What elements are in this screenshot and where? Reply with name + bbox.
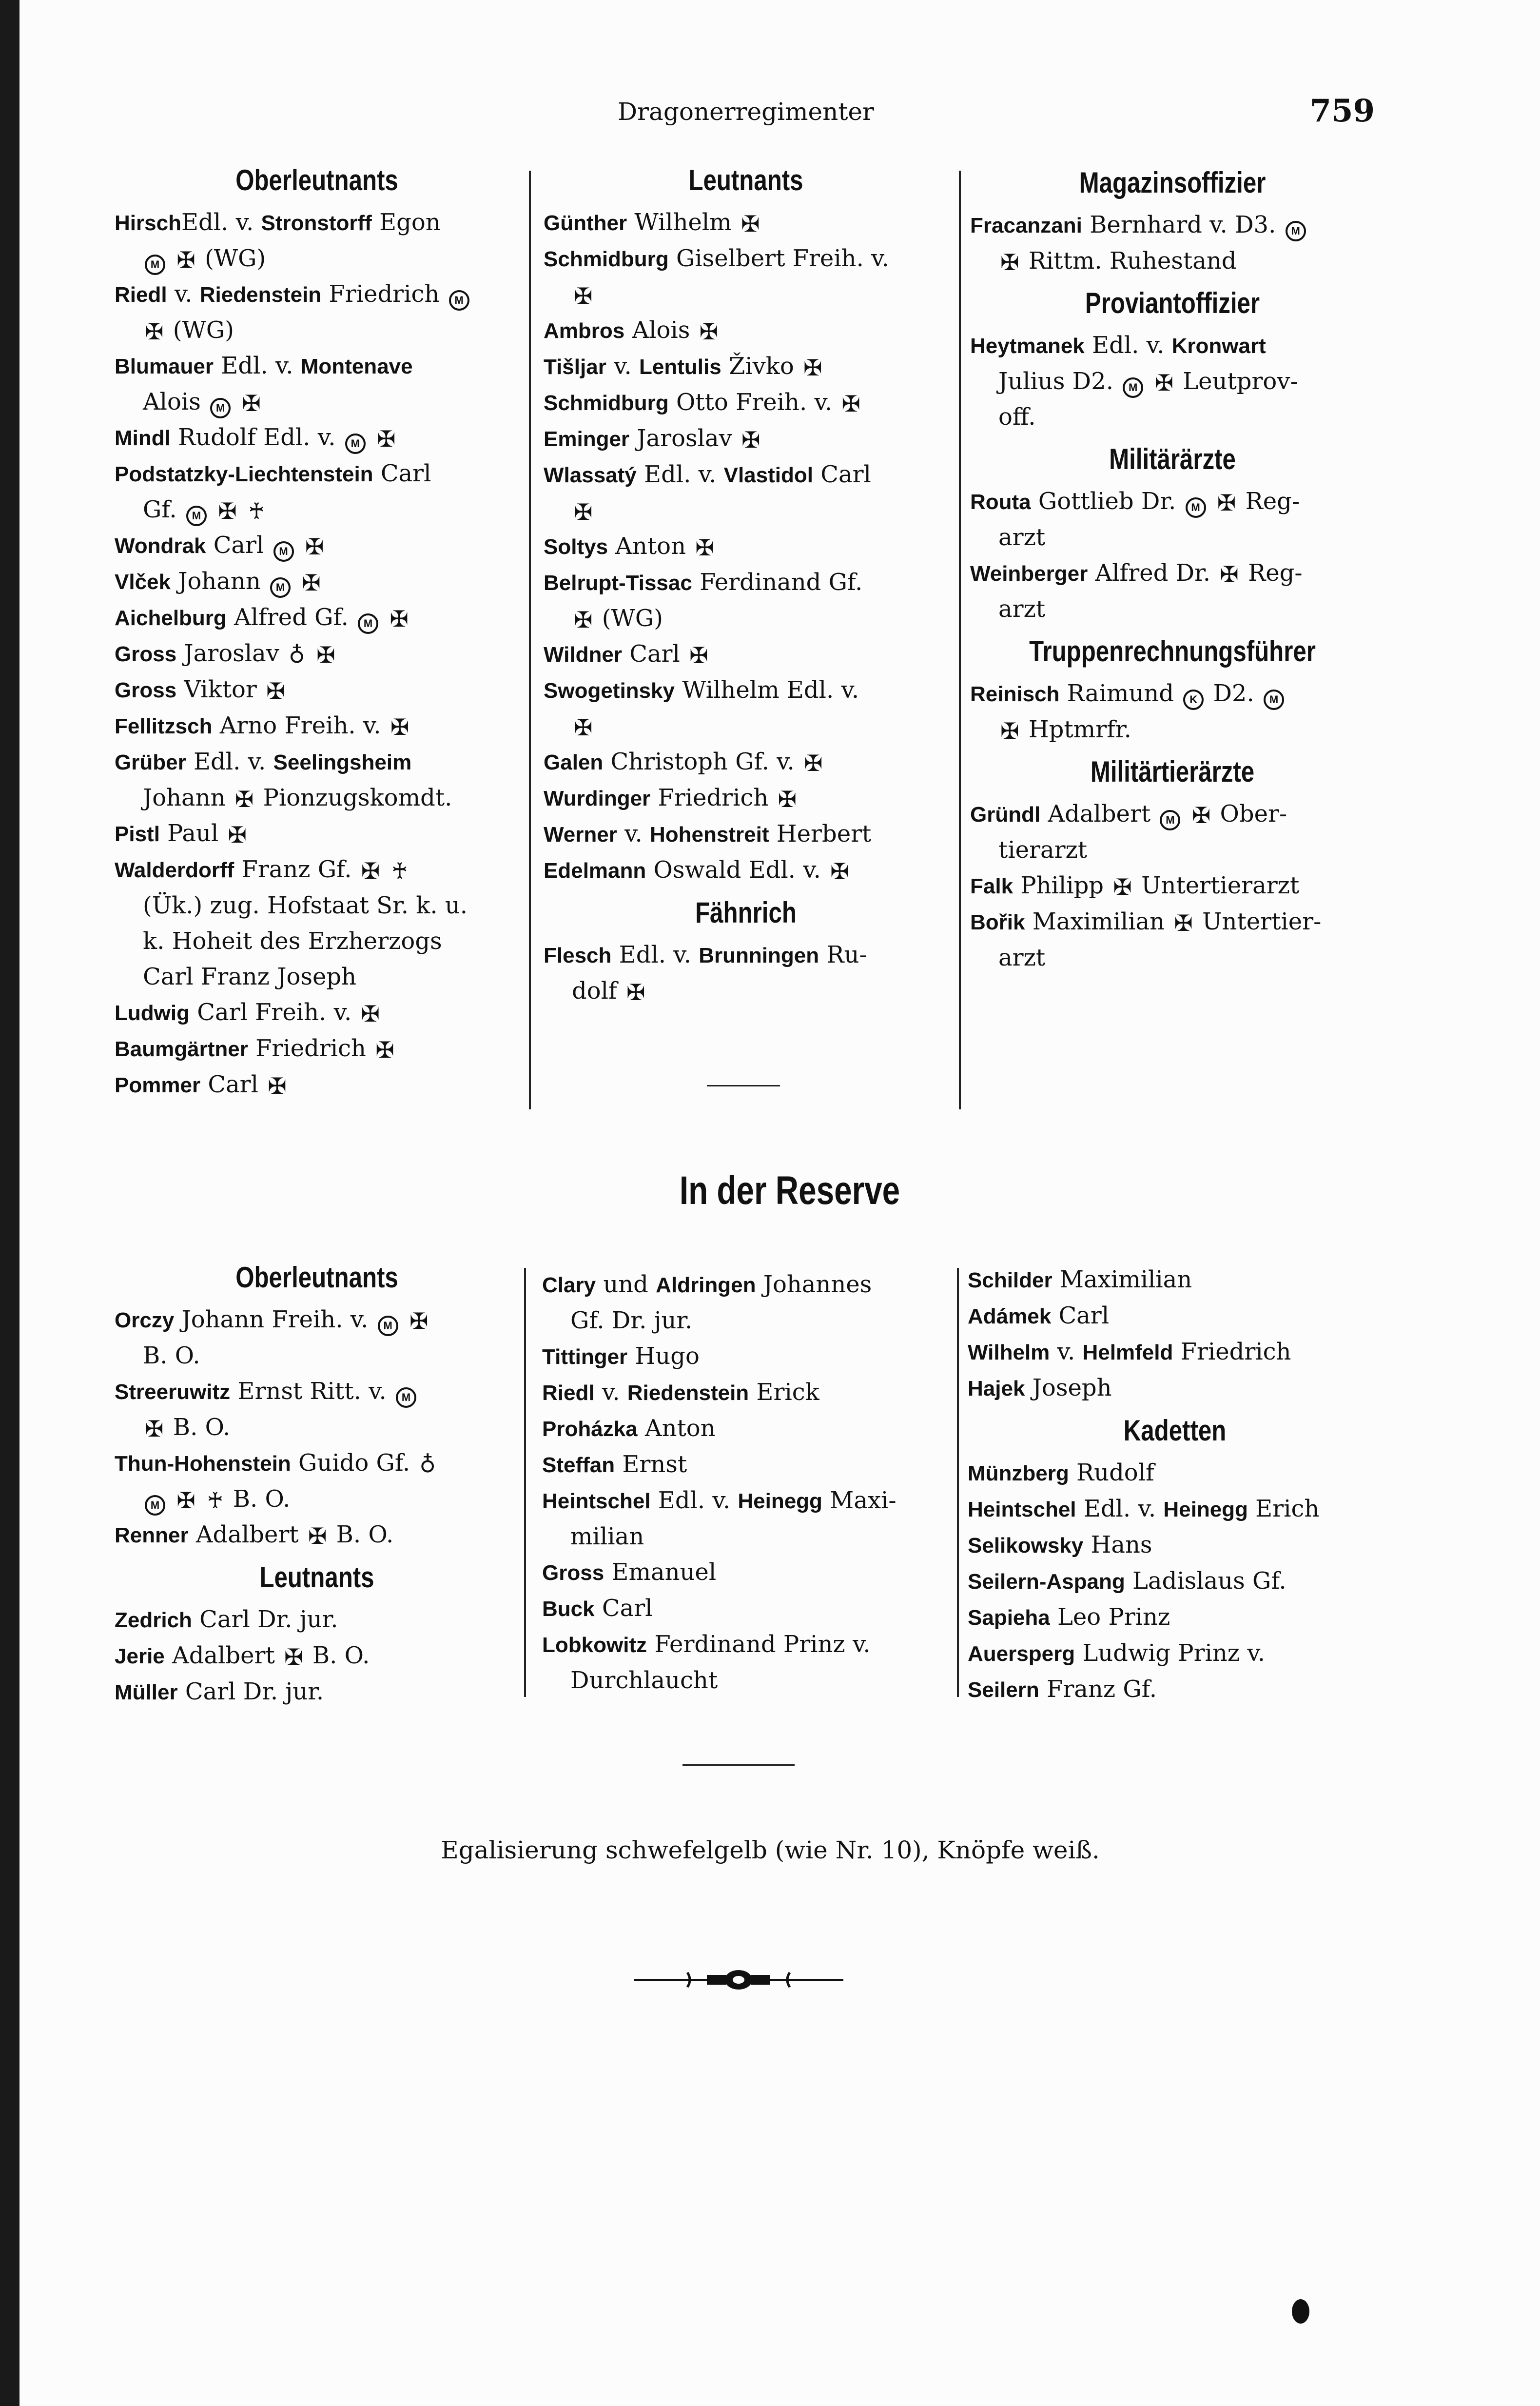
continuation-line: Carl Franz Joseph (143, 963, 357, 990)
roster-entry: Gross Viktor ✠ (115, 676, 285, 704)
predicate-name: Riedenstein (627, 1381, 749, 1405)
predicate-name: Hohenstreit (650, 823, 769, 847)
cross-icon: ✠ (377, 426, 396, 452)
cross-icon: ✠ (695, 534, 714, 561)
surname: Lobkowitz (542, 1633, 647, 1657)
continuation-line: ✠ (WG) (145, 316, 234, 345)
ornament-divider-icon (634, 1960, 843, 1999)
predicate-name: Montenave (300, 355, 413, 378)
roster-entry: Gründl Adalbert M ✠ Ober- tierarzt (970, 796, 1375, 868)
continuation-line: Johann ✠ Pionzugskomdt. (143, 784, 452, 812)
active-col-staff (970, 158, 1375, 976)
roster-entry: Walderdorff Franz Gf. ✠ ♰ (Ük.) zug. Hofstaat Sr. k. u. (115, 852, 519, 924)
column-divider (957, 1268, 959, 1697)
roster-entry: Lobkowitz Ferdinand Prinz v. Durchlaucht (542, 1627, 947, 1698)
surname: Riedl (115, 283, 167, 307)
surname: Gross (115, 642, 177, 666)
roster-entry: Gross Jaroslav ♁ ✠ (115, 640, 335, 668)
roster-entry: Riedl v. Riedenstein Friedrich M ✠ (WG) (115, 276, 519, 348)
continuation-line: Durchlaucht (570, 1667, 718, 1694)
surname: Heintschel (968, 1498, 1076, 1521)
roster-entry: Wildner Carl ✠ (544, 640, 708, 669)
cross-icon: ✠ (228, 822, 247, 848)
predicate-name: Kronwart (1171, 334, 1266, 358)
roster-entry: Jerie Adalbert ✠ B. O. (115, 1642, 370, 1670)
surname: Tišljar (544, 355, 606, 379)
short-rule (707, 1085, 780, 1086)
surname: Ludwig (115, 1001, 190, 1025)
continuation-line (544, 277, 948, 313)
roster-entry: Falk Philipp ✠ Untertierarzt (970, 872, 1300, 900)
roster-entry: Riedl v. Riedenstein Erick (542, 1379, 819, 1406)
k-badge-icon: K (1183, 690, 1204, 710)
reserve-col-3 (968, 1262, 1382, 1708)
surname: Edelmann (544, 859, 646, 883)
roster-entry: Aichelburg Alfred Gf. M ✠ (115, 600, 519, 636)
cross-icon: ✠ (390, 606, 409, 632)
section-heading: Truppenrechnungsführer (1029, 635, 1316, 668)
roster-entry: Thun-Hohenstein Guido Gf. ♁ M ✠ ♰ B. O. (115, 1445, 519, 1517)
continuation-line: off. (998, 403, 1036, 431)
section-heading: Fähnrich (695, 896, 797, 929)
surname: Swogetinsky (544, 679, 675, 703)
surname: Bořik (970, 910, 1025, 934)
surname: Wilhelm (968, 1341, 1050, 1364)
roster-entry: Zedrich Carl Dr. jur. (115, 1606, 338, 1633)
roster-entry: Müller Carl Dr. jur. (115, 1678, 324, 1705)
roster-entry: Seilern-Aspang Ladislaus Gf. (968, 1567, 1287, 1595)
roster-entry: Ambros Alois ✠ (544, 316, 719, 345)
roster-entry (115, 924, 519, 959)
egalisierung-note: Egalisierung schwefelgelb (wie Nr. 10), Knöpfe weiß. (441, 1836, 1100, 1864)
continuation-line: arzt (998, 524, 1046, 551)
order-medal-icon: ♁ (419, 1451, 436, 1478)
cross-icon: ✠ (574, 499, 593, 525)
predicate-name: Helmfeld (1082, 1341, 1173, 1364)
surname: Renner (115, 1523, 189, 1547)
running-header: Dragonerregimenter (618, 98, 874, 126)
section-heading: Militärtierärzte (1090, 755, 1255, 788)
surname: Galen (544, 750, 604, 774)
surname: Schmidburg (544, 247, 669, 271)
column-divider (529, 171, 531, 1109)
roster-entry: Fracanzani Bernhard v. D3. M ✠ Rittm. Ruhestand (970, 207, 1375, 279)
military-merit-icon: M (1123, 377, 1143, 398)
surname: Weinberger (970, 562, 1088, 586)
surname: Heintschel (542, 1489, 651, 1513)
section-heading: Kadetten (1123, 1414, 1227, 1447)
column-divider (524, 1268, 526, 1697)
section-heading: Magazinsoffizier (1079, 166, 1266, 199)
roster-entry: Tišljar v. Lentulis Živko ✠ (544, 353, 822, 381)
surname: Jerie (115, 1644, 165, 1668)
surname: Vlček (115, 570, 171, 594)
roster-entry: Heytmanek Edl. v. Kronwart Julius D2. M ✠ Leutprov- (970, 328, 1375, 399)
cross-icon: ✠ (1217, 490, 1236, 516)
continuation-line: Gf. Dr. jur. (570, 1307, 693, 1334)
continuation-line: tierarzt (998, 836, 1088, 864)
cross-icon: ✠ (242, 390, 261, 416)
scan-edge (0, 0, 19, 2406)
cross-icon: ✠ (830, 858, 849, 885)
surname: Flesch (544, 944, 612, 967)
military-merit-icon: M (210, 398, 231, 418)
surname: Walderdorff (115, 858, 234, 882)
section-heading: Proviantoffizier (1085, 287, 1260, 319)
cross-icon: ✠ (145, 1416, 164, 1442)
predicate-name: Aldringen (656, 1273, 756, 1297)
surname: Adámek (968, 1304, 1052, 1328)
continuation-line: Alois M ✠ (115, 384, 519, 420)
surname: Wondrak (115, 534, 206, 558)
roster-entry: Renner Adalbert ✠ B. O. (115, 1521, 394, 1549)
roster-entry: Pistl Paul ✠ (115, 820, 247, 848)
surname: Hirsch (115, 211, 181, 235)
roster-entry: Clary und Aldringen Johannes Gf. Dr. jur. (542, 1267, 947, 1339)
military-merit-icon: M (449, 290, 469, 311)
roster-entry: Streeruwitz Ernst Ritt. v. M ✠ B. O. (115, 1374, 519, 1445)
roster-entry: Pommer Carl ✠ (115, 1071, 287, 1099)
cross-icon: ✠ (1000, 249, 1019, 276)
continuation-line: (Ük.) zug. Hofstaat Sr. k. u. (143, 892, 468, 919)
roster-entry: Wondrak Carl M ✠ (115, 528, 519, 564)
continuation-line (544, 709, 948, 744)
continuation-line: dolf ✠ (572, 977, 645, 1006)
surname: Fellitzsch (115, 714, 213, 738)
roster-entry: Schmidburg Otto Freih. v. ✠ (544, 389, 860, 417)
surname: Selikowsky (968, 1534, 1084, 1558)
roster-entry: Hajek Joseph (968, 1374, 1112, 1401)
cross-icon: ✠ (176, 1487, 195, 1514)
continuation-line: ✠ Hptmrfr. (1000, 716, 1131, 744)
cross-icon: ✠ (308, 1523, 327, 1549)
roster-entry: Auersperg Ludwig Prinz v. (968, 1639, 1266, 1667)
roster-entry: Galen Christoph Gf. v. ✠ (544, 748, 823, 776)
roster-entry: Seilern Franz Gf. (968, 1676, 1157, 1703)
military-merit-icon: M (1264, 690, 1284, 710)
surname: Wlassatý (544, 463, 637, 487)
surname: Thun-Hohenstein (115, 1452, 291, 1476)
continuation-line: k. Hoheit des Erzherzogs (143, 927, 442, 955)
cross-icon: ✠ (284, 1644, 303, 1670)
military-merit-icon: M (270, 577, 291, 598)
page-number: 759 (1309, 93, 1375, 129)
roster-entry: Heintschel Edl. v. Heinegg Erich (968, 1495, 1320, 1522)
continuation-line: Julius D2. M ✠ Leutprov- (970, 364, 1375, 399)
surname: Orczy (115, 1308, 175, 1332)
military-merit-icon: M (145, 255, 165, 275)
reserve-col-2 (542, 1267, 947, 1698)
cross-icon: ✠ (268, 1073, 287, 1099)
surname: Schilder (968, 1268, 1053, 1292)
section-heading: Oberleutnants (235, 164, 398, 197)
ink-blot (1292, 2299, 1309, 2324)
continuation-line (544, 493, 948, 529)
cross-icon: ✠ (1113, 874, 1132, 900)
roster-entry: Edelmann Oswald Edl. v. ✠ (544, 856, 849, 885)
section-heading: Leutnants (259, 1561, 374, 1594)
cross-icon: ✠ (375, 1037, 394, 1063)
roster-entry: Gross Emanuel (542, 1558, 717, 1586)
roster-entry: Flesch Edl. v. Brunningen Ru- dolf ✠ (544, 937, 948, 1009)
surname: Seilern-Aspang (968, 1570, 1125, 1594)
surname: Wurdinger (544, 787, 651, 810)
cross-icon: ✠ (778, 786, 797, 812)
surname: Gross (542, 1561, 604, 1585)
roster-entry: Schilder Maximilian (968, 1266, 1192, 1293)
roster-entry: Fellitzsch Arno Freih. v. ✠ (115, 712, 409, 740)
predicate-name: Riedenstein (199, 283, 322, 307)
predicate-name: Brunningen (699, 944, 819, 967)
roster-entry: Adámek Carl (968, 1302, 1110, 1329)
surname: Pommer (115, 1073, 201, 1097)
cross-icon: ✠ (361, 858, 380, 884)
surname: Buck (542, 1597, 595, 1621)
continuation-line: arzt (998, 944, 1046, 971)
surname: Zedrich (115, 1608, 192, 1632)
cross-icon: ✠ (234, 786, 254, 812)
surname: Reinisch (970, 682, 1060, 706)
column-divider (959, 171, 961, 1109)
roster-entry: Wurdinger Friedrich ✠ (544, 784, 797, 812)
military-merit-icon: M (345, 434, 366, 454)
surname: Auersperg (968, 1642, 1075, 1666)
surname: Routa (970, 490, 1031, 514)
cross-icon: ✠ (409, 1308, 429, 1334)
surname: Hajek (968, 1377, 1025, 1400)
surname: Mindl (115, 426, 171, 450)
surname: Baumgärtner (115, 1037, 248, 1061)
cross-icon: ✠ (699, 318, 719, 345)
cross-icon: ✠ (302, 570, 321, 596)
roster-entry: Soltys Anton ✠ (544, 532, 714, 561)
roster-entry: Belrupt-Tissac Ferdinand Gf. ✠ (WG) (544, 565, 948, 636)
section-heading: Militärärzte (1109, 443, 1236, 475)
cross-icon: ✠ (361, 1001, 380, 1027)
surname: Grüber (115, 750, 186, 774)
surname: Riedl (542, 1381, 595, 1405)
cross-icon: ✠ (689, 642, 708, 669)
roster-entry: Baumgärtner Friedrich ✠ (115, 1035, 394, 1063)
military-merit-icon: M (273, 541, 294, 562)
cross-icon: ✠ (1174, 910, 1193, 936)
roster-entry: Blumauer Edl. v. Montenave Alois M ✠ (115, 348, 519, 420)
surname: Ambros (544, 319, 625, 343)
surname: Falk (970, 874, 1014, 898)
roster-entry: Eminger Jaroslav ✠ (544, 425, 760, 453)
surname: Werner (544, 823, 617, 847)
surname: Aichelburg (115, 606, 227, 630)
predicate-name: Lentulis (639, 355, 721, 379)
cross-icon: ✠ (176, 247, 195, 273)
active-col-oberleutnants (115, 156, 519, 1103)
continuation-line: B. O. (143, 1342, 200, 1369)
roster-entry: Grüber Edl. v. Seelingsheim Johann ✠ Pionzugskomdt. (115, 744, 519, 816)
roster-entry: Günther Wilhelm ✠ (544, 209, 760, 237)
continuation-line: M ✠ (WG) (115, 241, 519, 276)
military-merit-icon: M (186, 506, 207, 526)
military-merit-icon: M (1286, 221, 1306, 241)
roster-entry: Mindl Rudolf Edl. v. M ✠ (115, 420, 519, 456)
surname: Wildner (544, 643, 622, 667)
surname: Steffan (542, 1453, 615, 1477)
surname: Eminger (544, 427, 630, 451)
roster-entry: Selikowsky Hans (968, 1531, 1152, 1558)
continuation-line: Gf. M ✠ ♰ (115, 492, 519, 528)
roster-entry: HirschEdl. v. Stronstorff Egon M ✠ (WG) (115, 205, 519, 276)
surname: Streeruwitz (115, 1380, 231, 1404)
order-medal-icon: ♁ (289, 642, 305, 668)
cross-icon: ✠ (266, 678, 285, 704)
cross-icon: ✠ (574, 714, 593, 741)
cross-icon: ✠ (841, 391, 860, 417)
cross-icon: ✠ (803, 355, 822, 381)
predicate-name: Seelingsheim (273, 750, 412, 774)
section-heading: Oberleutnants (235, 1261, 398, 1294)
surname: Tittinger (542, 1345, 628, 1369)
continuation-line: arzt (998, 595, 1046, 623)
surname: Pistl (115, 822, 160, 846)
roster-entry: Swogetinsky Wilhelm Edl. v. ✠ (544, 672, 948, 744)
cross-icon: ✠ (390, 714, 409, 740)
continuation-line: ✠ (WG) (574, 605, 663, 633)
continuation-line: ✠ B. O. (145, 1414, 231, 1442)
surname: Gross (115, 678, 177, 702)
military-merit-icon: M (1160, 810, 1180, 830)
continuation-line: M ✠ ♰ B. O. (115, 1481, 519, 1517)
roster-entry: Reinisch Raimund K D2. M ✠ Hptmrfr. (970, 676, 1375, 748)
roster-entry: Ludwig Carl Freih. v. ✠ (115, 999, 380, 1027)
active-col-leutnants (544, 156, 948, 1009)
cross-icon: ✠ (1154, 370, 1174, 396)
continuation-line: ✠ Rittm. Ruhestand (1000, 247, 1237, 276)
cross-icon: ✠ (1220, 561, 1239, 588)
surname: Clary (542, 1273, 596, 1297)
surname: Belrupt-Tissac (544, 571, 692, 595)
cross-icon: ✠ (1191, 802, 1211, 828)
surname: Soltys (544, 535, 608, 559)
military-merit-icon: M (396, 1387, 416, 1408)
surname: Gründl (970, 803, 1041, 827)
roster-entry: Wilhelm v. Helmfeld Friedrich (968, 1338, 1291, 1365)
roster-entry: Wlassatý Edl. v. Vlastidol Carl ✠ (544, 457, 948, 529)
surname: Müller (115, 1680, 178, 1704)
sword-cross-icon: ♰ (248, 498, 265, 524)
short-rule (682, 1764, 795, 1766)
cross-icon: ✠ (804, 750, 823, 776)
surname: Proházka (542, 1417, 638, 1441)
cross-icon: ✠ (316, 642, 335, 668)
predicate-name: Vlastidol (723, 463, 813, 487)
roster-entry (115, 959, 519, 995)
roster-entry: Proházka Anton (542, 1415, 716, 1442)
surname: Münzberg (968, 1461, 1069, 1485)
military-merit-icon: M (358, 613, 378, 634)
roster-entry: Sapieha Leo Prinz (968, 1603, 1170, 1631)
roster-entry: Orczy Johann Freih. v. M ✠ B. O. (115, 1302, 519, 1374)
roster-entry: Steffan Ernst (542, 1451, 687, 1478)
surname: Günther (544, 211, 627, 235)
continuation-line: milian (570, 1523, 644, 1550)
roster-entry: Münzberg Rudolf (968, 1459, 1154, 1486)
reserve-title: In der Reserve (679, 1168, 900, 1213)
roster-entry: Routa Gottlieb Dr. M ✠ Reg- arzt (970, 484, 1375, 555)
roster-entry: Weinberger Alfred Dr. ✠ Reg- arzt (970, 555, 1375, 627)
roster-entry: Schmidburg Giselbert Freih. v. ✠ (544, 241, 948, 313)
predicate-name: Heinegg (738, 1489, 822, 1513)
roster-entry: Bořik Maximilian ✠ Untertier- arzt (970, 904, 1375, 976)
cross-icon: ✠ (574, 607, 593, 633)
cross-icon: ✠ (145, 318, 164, 345)
roster-entry: Heintschel Edl. v. Heinegg Maxi- milian (542, 1483, 947, 1555)
cross-icon: ✠ (1000, 718, 1019, 744)
predicate-name: Stronstorff (261, 211, 372, 235)
sword-cross-icon: ♰ (207, 1487, 224, 1514)
predicate-name: Heinegg (1163, 1498, 1248, 1521)
roster-entry: Tittinger Hugo (542, 1342, 700, 1370)
surname: Seilern (968, 1678, 1039, 1702)
surname: Podstatzky-Liechtenstein (115, 462, 373, 486)
roster-entry: Werner v. Hohenstreit Herbert (544, 820, 872, 848)
roster-entry (970, 399, 1375, 435)
sword-cross-icon: ♰ (391, 858, 408, 884)
surname: Heytmanek (970, 334, 1085, 358)
cross-icon: ✠ (741, 427, 760, 453)
surname: Schmidburg (544, 391, 669, 415)
military-merit-icon: M (145, 1495, 165, 1516)
cross-icon: ✠ (741, 211, 760, 237)
section-heading: Leutnants (688, 164, 803, 197)
surname: Blumauer (115, 355, 214, 378)
cross-icon: ✠ (305, 533, 324, 560)
cross-icon: ✠ (574, 283, 593, 309)
roster-entry: Podstatzky-Liechtenstein Carl Gf. M ✠ ♰ (115, 456, 519, 528)
roster-entry: Buck Carl (542, 1595, 653, 1622)
cross-icon: ✠ (626, 979, 645, 1006)
surname: Fracanzani (970, 214, 1082, 237)
surname: Sapieha (968, 1606, 1050, 1630)
reserve-col-1 (115, 1253, 519, 1710)
cross-icon: ✠ (218, 498, 237, 524)
military-merit-icon: M (1186, 497, 1206, 518)
military-merit-icon: M (378, 1316, 398, 1336)
roster-entry: Vlček Johann M ✠ (115, 564, 519, 600)
